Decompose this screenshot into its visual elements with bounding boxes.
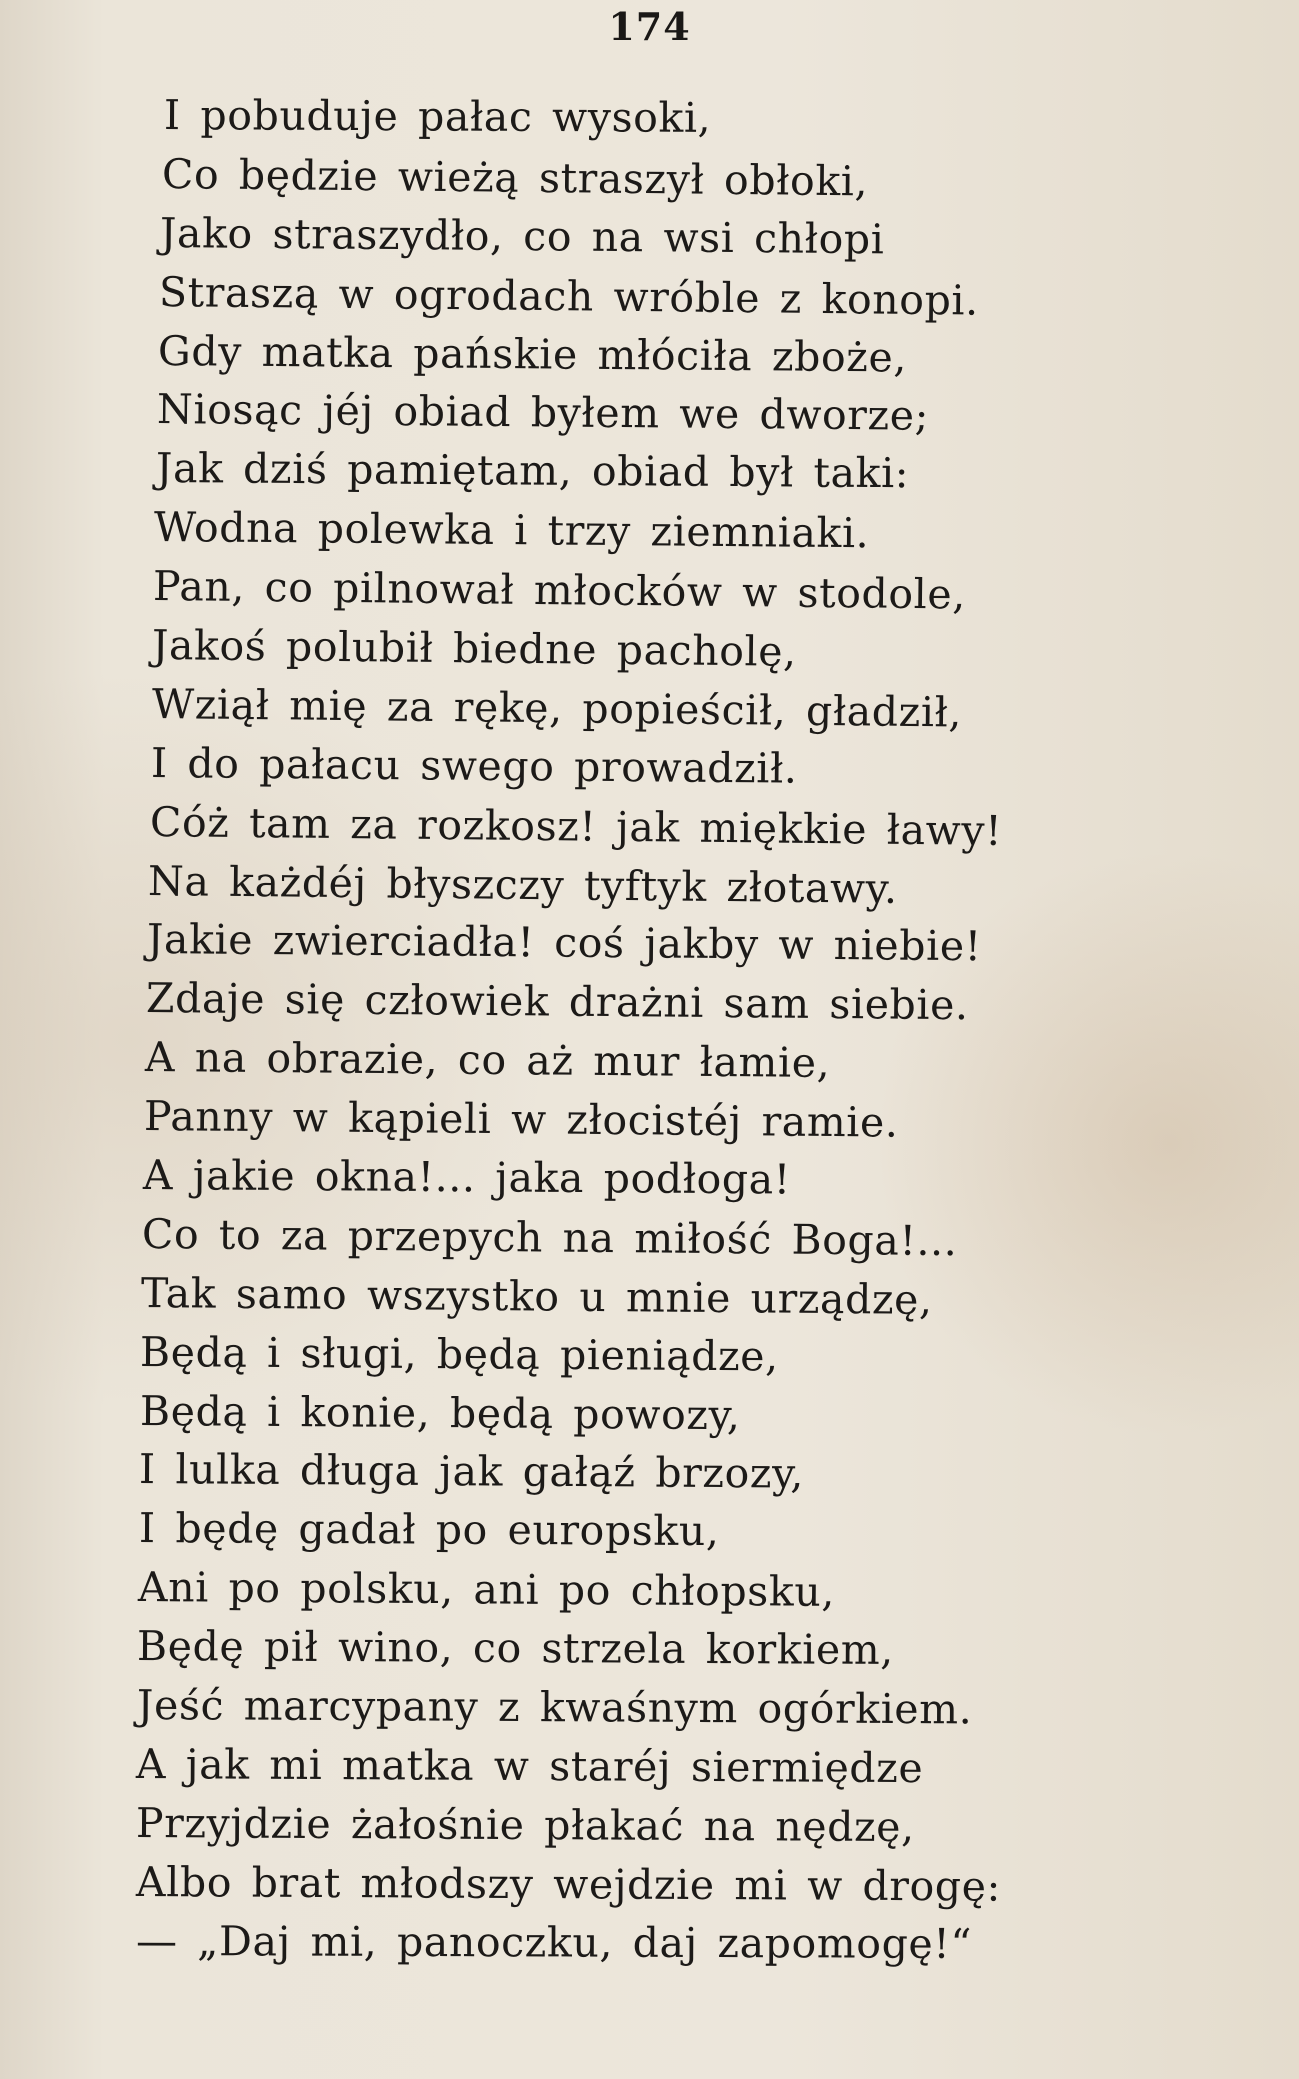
verse-line: I pobuduje pałac wysoki,	[163, 91, 712, 142]
verse-line: Zdaje się człowiek drażni sam siebie.	[145, 974, 969, 1030]
verse-line: Jeść marcypany z kwaśnym ogórkiem.	[136, 1681, 973, 1734]
verse-line: Co będzie wieżą straszył obłoki,	[161, 149, 869, 206]
verse-line: Cóż tam za rozkosz! jak miękkie ławy!	[149, 797, 1003, 855]
verse-line: Na każdéj błyszczy tyftyk złotawy.	[147, 856, 898, 913]
poem-verse	[135, 86, 1270, 1971]
verse-line: Jakoś polubił biedne pacholę,	[151, 621, 797, 676]
verse-line: Niosąc jéj obiad byłem we dworze;	[156, 385, 930, 441]
verse-line: — „Daj mi, panoczku, daj zapomogę!“	[135, 1916, 973, 1968]
verse-line: I do pałacu swego prowadził.	[150, 738, 798, 793]
verse-line: Gdy matka pańskie młóciła zboże,	[157, 326, 908, 382]
verse-line: Straszą w ogrodach wróble z konopi.	[158, 267, 980, 325]
verse-line: Wodna polewka i trzy ziemniaki.	[153, 503, 870, 558]
verse-line: A jakie okna!... jaka podłoga!	[142, 1151, 791, 1204]
verse-line: Jak dziś pamiętam, obiad był taki:	[155, 444, 910, 498]
verse-line: Będę pił wino, co strzela korkiem,	[136, 1622, 895, 1675]
verse-line: Jako straszydło, co na wsi chłopi	[159, 208, 885, 264]
verse-line: Albo brat młodszy wejdzie mi w drogę:	[135, 1857, 1002, 1911]
verse-line: Będą i sługi, będą pieniądze,	[139, 1327, 779, 1381]
verse-line: Panny w kąpieli w złocistéj ramie.	[143, 1092, 899, 1147]
verse-line: Co to za przepych na miłość Boga!...	[141, 1209, 958, 1266]
verse-line: I będę gadał po europsku,	[138, 1504, 720, 1556]
verse-line: I lulka długa jak gałąź brzozy,	[138, 1445, 805, 1499]
verse-line: Pan, co pilnował młocków w stodole,	[152, 562, 967, 619]
page-number: 174	[608, 4, 691, 49]
verse-line: Ani po polsku, ani po chłopsku,	[137, 1563, 836, 1617]
verse-line: Przyjdzie żałośnie płakać na nędzę,	[135, 1798, 915, 1851]
verse-line: Tak samo wszystko u mnie urządzę,	[140, 1268, 933, 1324]
verse-line: Jakie zwierciadła! coś jakby w niebie!	[146, 915, 982, 971]
verse-line: Będą i konie, będą powozy,	[139, 1386, 741, 1439]
verse-line: Wziął mię za rękę, popieścił, gładził,	[151, 679, 963, 737]
verse-line: A na obrazie, co aż mur łamie,	[144, 1033, 831, 1088]
verse-line: A jak mi matka w staréj siermiędze	[135, 1739, 924, 1793]
